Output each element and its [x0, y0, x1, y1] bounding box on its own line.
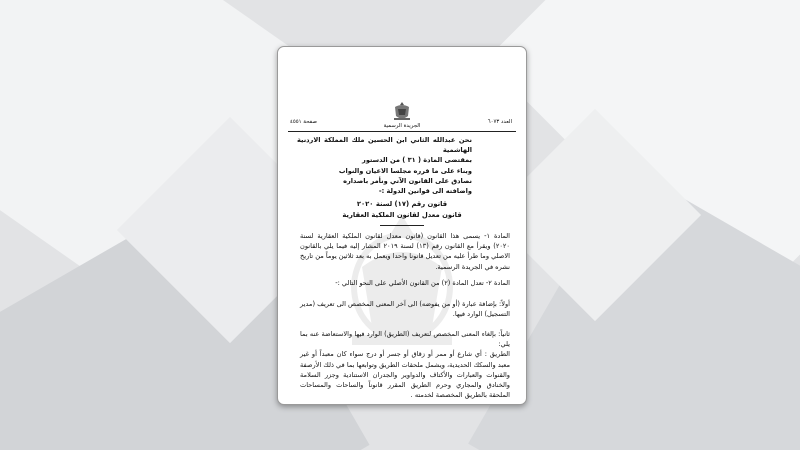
article-2-item-second: ثانياً: بإلغاء المعنى المخصص لتعريف (الطريق) الوارد فيها والاستعاضة عنه بما يلي: الطريق : أي شارع أو ممر أو زقاق أو جسر أو درج سواء كان معبداً أو غير معبد والسكك الحديدية، ويشمل ملحقات الطريق وتوابعها بما في ذلك الأرصفة والقنوات والعبارات والأكتاف والدواوير والجدران الاستنادية وجزر السلامة والخنادق والمجاري وحرم الطريق المقرر قانوناً والساحات والمساحات الملحقة بالطريق المخصصة لخدمته . — [300, 330, 510, 400]
page-number: صفحة ٤٥٥١ — [290, 119, 317, 125]
gazette-name: الجريدة الرسمية — [383, 123, 421, 129]
gazette-page — [277, 46, 527, 405]
law-title: قانون رقم (١٧) لسنة ٢٠٢٠ قانون معدل لقانون الملكية العقارية — [342, 200, 462, 219]
article-1: المادة ١- يسمى هذا القانون (قانون معدل لقانون الملكية العقارية لسنة ٢٠٢٠) ويقرأ مع القانون رقم (١٣) لسنة ٢٠١٩ المشار إليه فيما يلي بالقانون الاصلي وما طرأ عليه من تعديل قانونا واحدا ويعمل به بعد ثلاثين يوماً من تاريخ نشره في الجريدة الرسمية. — [300, 232, 510, 271]
header-divider — [288, 131, 516, 132]
title-divider — [380, 225, 424, 226]
article-2: المادة ٢- تعدل المادة (٢) من القانون الأصلي على النحو التالي :- — [335, 279, 510, 287]
article-2-item-first: أولاً: بإضافة عبارة (أو من يفوضه) الى آخر المعنى المخصص الى تعريف (مدير التسجيل) الوارد فيها. — [300, 300, 510, 319]
royal-preamble: نحن عبدالله الثاني ابن الحسين ملك المملكة الاردنية الهاشمية بمقتضى المادة ( ٣١ ) من الدستور وبناء على ما قرره مجلسا الاعيان والنواب نصادق على القانون الآتي ونأمر باصداره واضافته الى قوانين الدولة :- — [297, 136, 472, 196]
issue-number: العدد ٦٠٧٣ — [487, 119, 512, 125]
